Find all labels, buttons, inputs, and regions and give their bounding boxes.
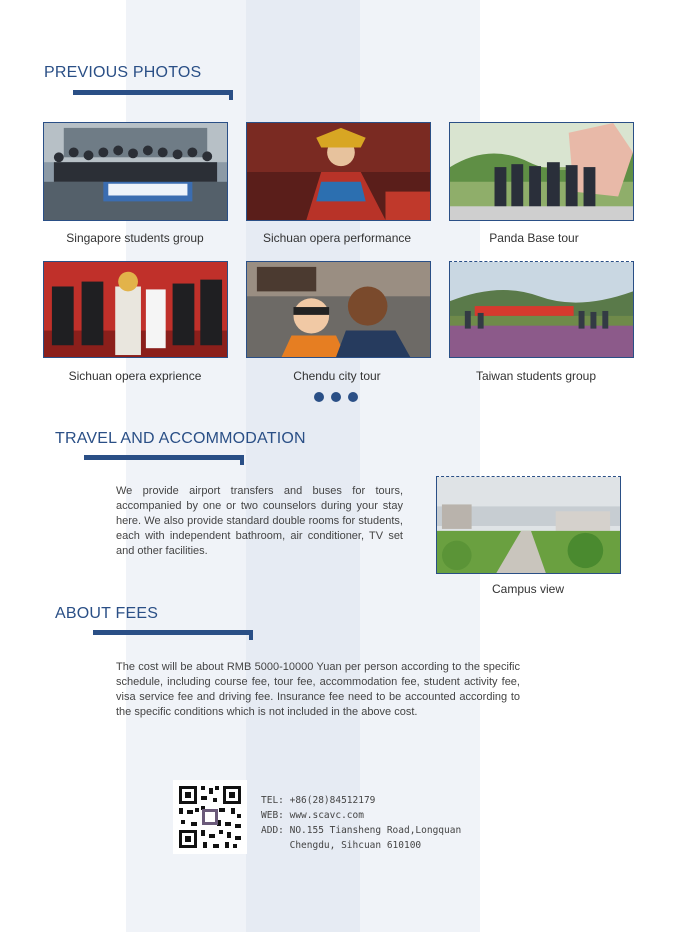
contact-address-line2: Chengdu, Sihcuan 610100: [261, 840, 422, 851]
photo-chengdu-city-tour: [246, 261, 431, 358]
qr-code-icon: [173, 780, 247, 854]
photo-sichuan-opera-performance: [246, 122, 431, 221]
pagination-dot[interactable]: [314, 392, 324, 402]
pagination-dot[interactable]: [331, 392, 341, 402]
travel-paragraph: We provide airport transfers and buses for tours, accompanied by one or two counselors during your stay here. We also provide standard double rooms for students, each with independent bathroom, air conditioner, TV set and other facilities.: [116, 485, 403, 557]
pagination-dot[interactable]: [348, 392, 358, 402]
photo-sichuan-opera-experience: [43, 261, 228, 358]
photo-caption: Singapore students group: [66, 231, 204, 245]
photo-panda-base-tour: [449, 122, 634, 221]
title-underline-cap: [240, 455, 244, 465]
photo-caption: Taiwan students group: [475, 369, 597, 383]
section-title-previous-photos: PREVIOUS PHOTOS: [44, 64, 202, 81]
photo-caption: Sichuan opera performance: [262, 231, 412, 245]
photo-taiwan-group: [449, 261, 634, 358]
title-underline-cap: [249, 630, 253, 640]
fees-paragraph: The cost will be about RMB 5000-10000 Yuan per person according to the specific schedule, including course fee, tour fee, accommodation fee, student activity fee, visa service fee and driving fee. Insurance fee need to be accounted according to the specific conditions which is not included in the above cost.: [116, 661, 520, 718]
photo-caption: Chendu city tour: [293, 369, 381, 383]
photo-campus-view: [436, 476, 621, 574]
photo-caption: Panda Base tour: [489, 231, 579, 245]
section-title-fees: ABOUT FEES: [55, 605, 159, 622]
photo-caption: Sichuan opera exprience: [68, 369, 202, 383]
section-title-travel: TRAVEL AND ACCOMMODATION: [55, 430, 306, 447]
title-underline-cap: [229, 90, 233, 100]
title-underline: [84, 455, 244, 460]
title-underline: [73, 90, 233, 95]
contact-info: [261, 793, 461, 853]
photo-caption: Campus view: [491, 582, 565, 596]
contact-web[interactable]: WEB: www.scavc.com: [261, 810, 364, 821]
photo-singapore-group: [43, 122, 228, 221]
contact-tel: TEL: +86(28)84512179: [261, 795, 376, 806]
contact-address: ADD: NO.155 Tiansheng Road,Longquan: [261, 825, 462, 836]
title-underline: [93, 630, 253, 635]
carousel-pagination: [314, 392, 358, 402]
